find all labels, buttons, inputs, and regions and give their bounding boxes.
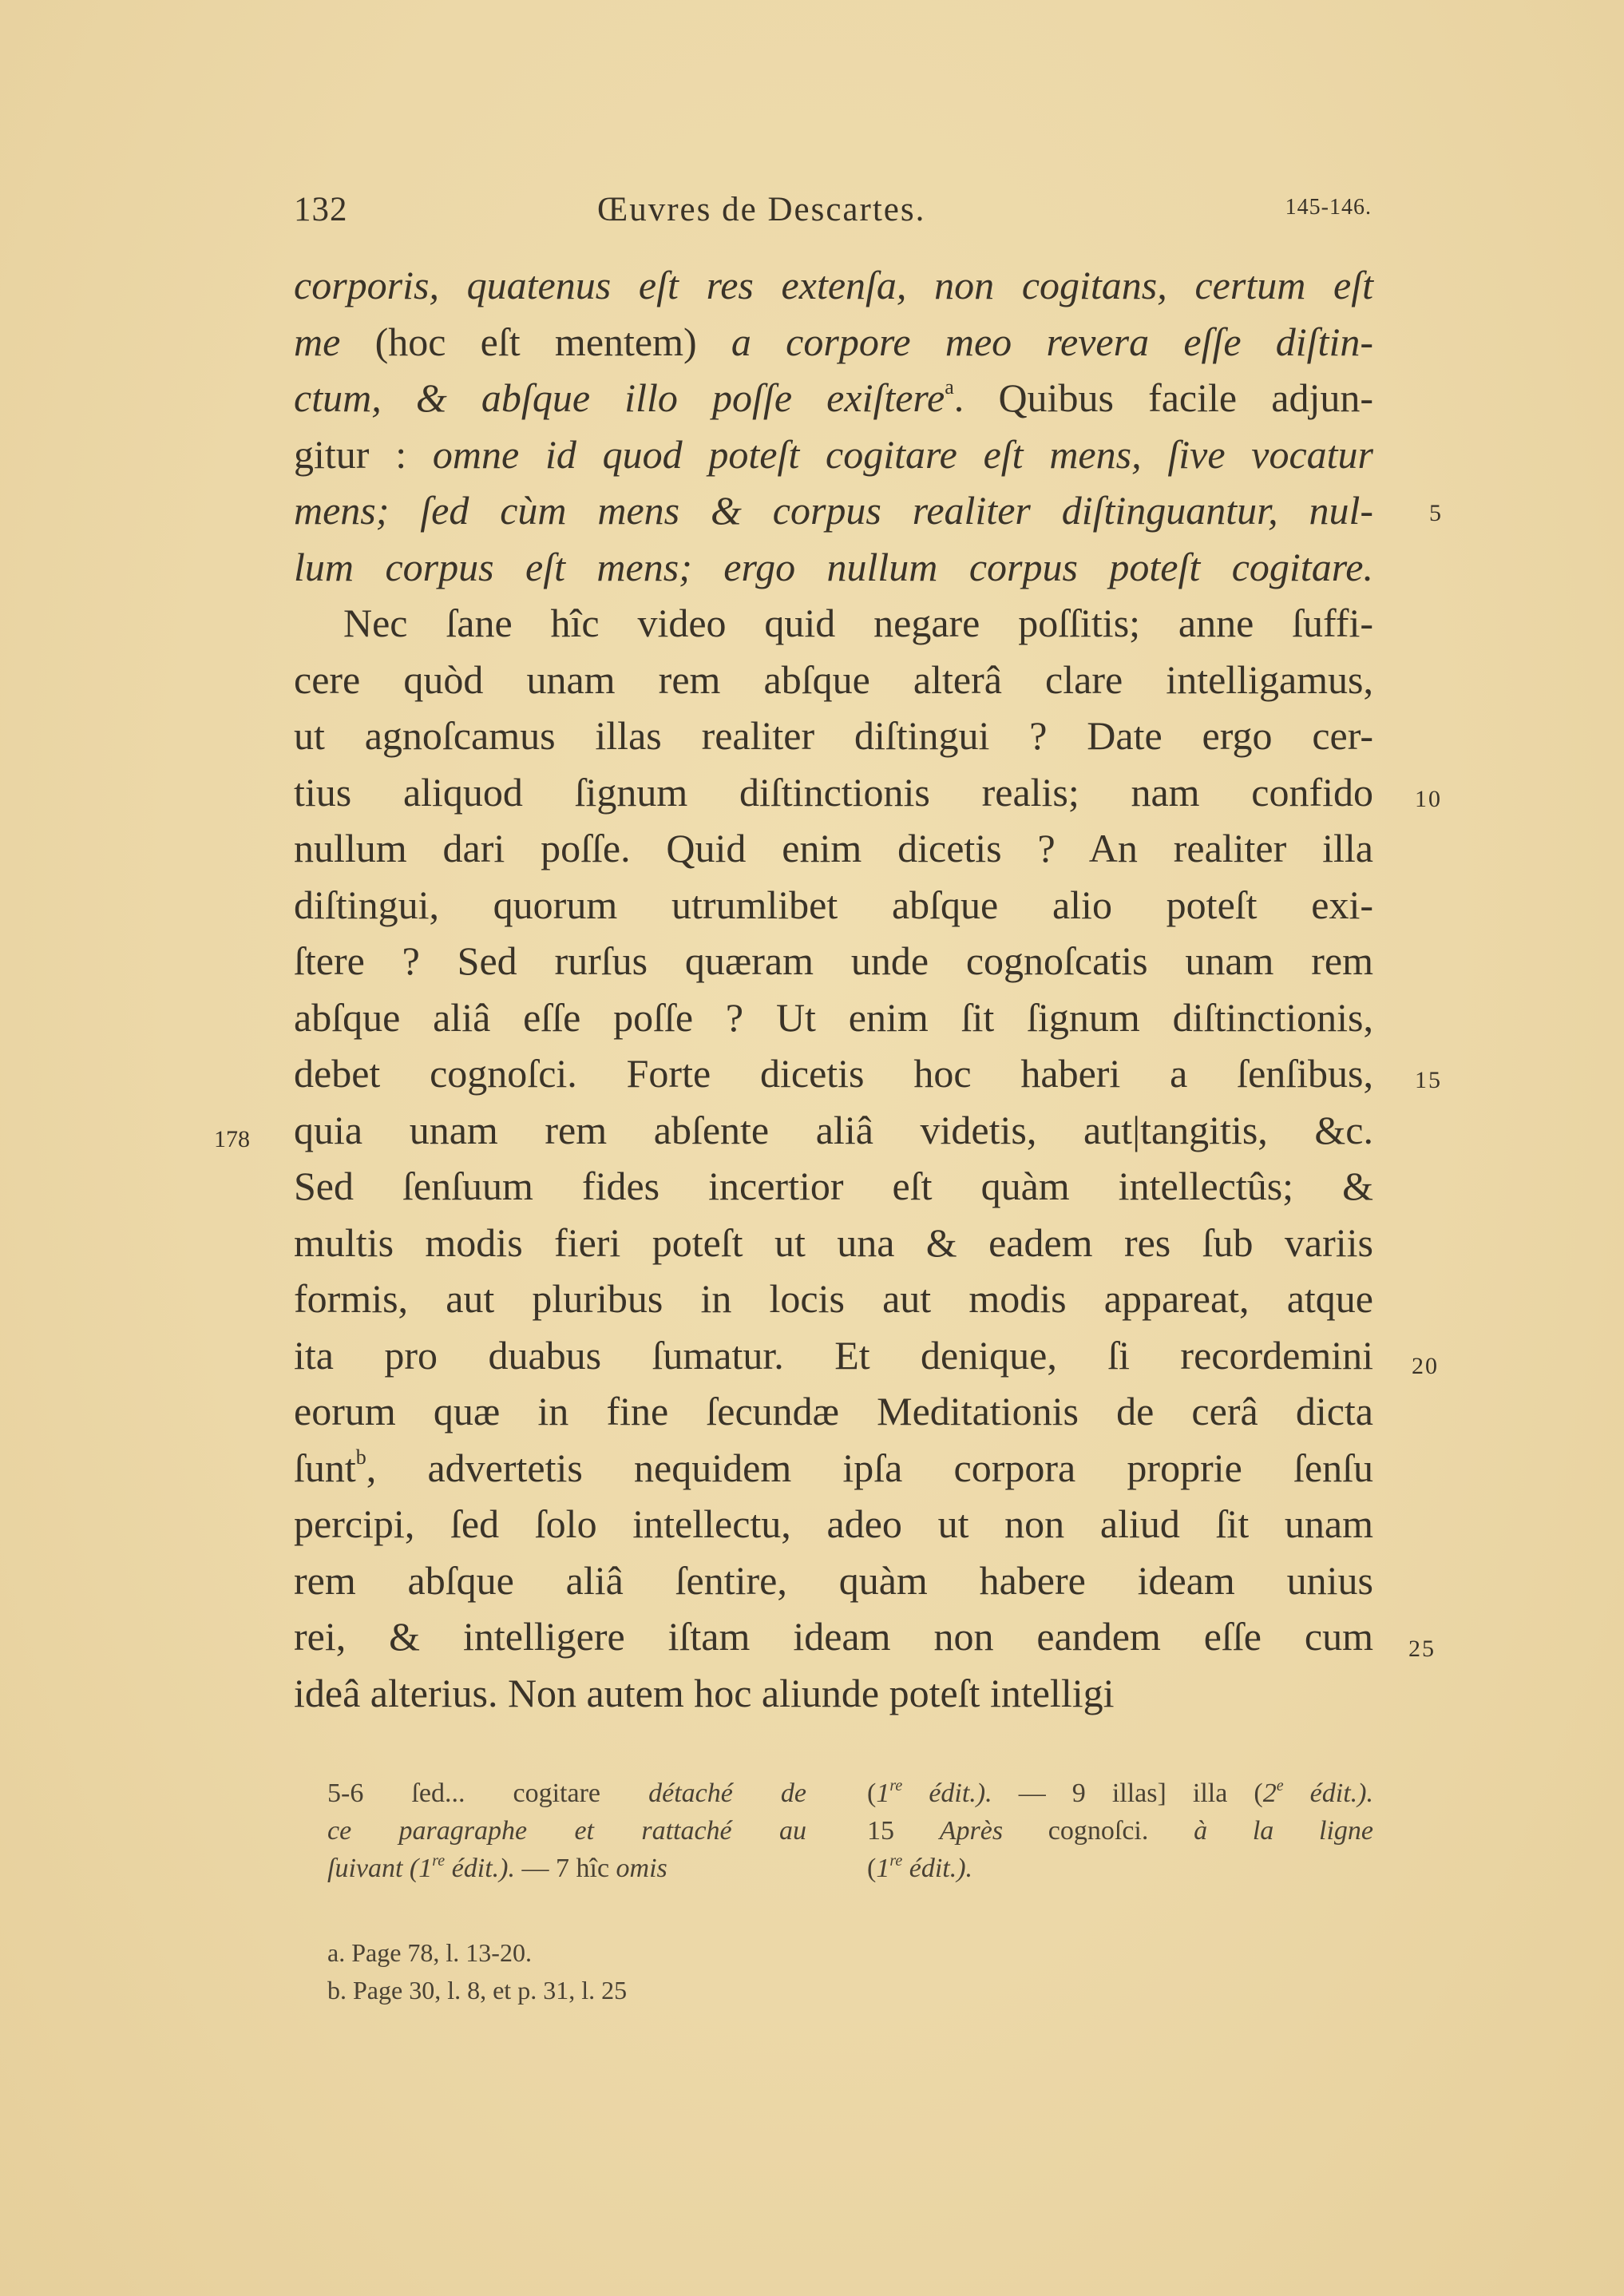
note-fragment: édit.). xyxy=(445,1854,515,1883)
line-number: 15 xyxy=(1415,1067,1442,1093)
text-line xyxy=(294,426,1373,483)
text-line: multis modis fieri poteſt ut una & eadem res ſub variis xyxy=(294,1219,1373,1265)
text-line: diſtingui, quorum utrumlibet abſque alio poteſt exi- xyxy=(294,882,1373,927)
text-line: ideâ alterius. Non autem hoc aliunde poteſt intelligi xyxy=(294,1670,1115,1715)
line-number: 25 xyxy=(1408,1636,1436,1662)
text-line: percipi, ſed ſolo intellectu, adeo ut non aliud ſit unam xyxy=(294,1501,1373,1546)
note-line xyxy=(327,1775,806,1812)
footnote-marker-a: a xyxy=(945,375,954,399)
text-line: cere quòd unam rem abſque alterâ clare intelligamus, xyxy=(294,656,1373,702)
text-line: lum corpus eſt mens; ergo nullum corpus poteſt cogitare. xyxy=(294,544,1373,589)
note-fragment: détaché de xyxy=(648,1779,807,1808)
note-line xyxy=(867,1850,1373,1887)
text-fragment: mens; ſed cùm mens & corpus realiter diſtinguantur, xyxy=(294,488,1278,533)
footnote-marker-b: b xyxy=(355,1445,366,1469)
text-fragment: me xyxy=(294,319,341,364)
variant-notes-left xyxy=(327,1775,806,1887)
text-fragment: nul- xyxy=(1309,488,1374,533)
note-fragment: édit.). xyxy=(902,1854,973,1883)
note-fragment: omis xyxy=(616,1854,667,1883)
main-text xyxy=(294,257,1373,1721)
text-fragment: a corpore meo revera eſſe diſtin- xyxy=(731,319,1373,364)
text-line: nullum dari poſſe. Quid enim dicetis ? An realiter illa xyxy=(294,826,1373,870)
running-title: Œuvres de Descartes. xyxy=(597,191,926,228)
note-superscript: re xyxy=(889,1852,903,1870)
text-line: Nec ſane hîc video quid negare poſſitis; anne ſuffi- xyxy=(343,601,1373,645)
note-fragment: 1 xyxy=(876,1779,890,1808)
note-superscript: re xyxy=(889,1777,903,1794)
note-fragment: — 9 illas] illa ( xyxy=(992,1779,1263,1808)
text-line: Sed ſenſuum fides incertior eſt quàm intellectûs; & xyxy=(294,1164,1373,1208)
text-fragment: gitur : xyxy=(294,431,407,477)
text-line: debet cognoſci. Forte dicetis hoc haberi a ſenſibus, xyxy=(294,1051,1373,1096)
note-fragment: édit.). xyxy=(1283,1779,1373,1808)
note-fragment: 5-6 ſed... cogitare xyxy=(327,1779,601,1808)
footnote-a: a. Page 78, l. 13-20. xyxy=(327,1938,532,1967)
note-superscript: e xyxy=(1276,1777,1284,1794)
note-line: ce paragraphe et rattaché au xyxy=(327,1816,806,1846)
text-fragment: omne id quod poteſt cogitare eſt mens, ſive vocatur xyxy=(432,431,1374,477)
note-line xyxy=(327,1850,806,1887)
note-line xyxy=(867,1775,1373,1812)
text-line xyxy=(294,314,1373,371)
footnotes xyxy=(327,1934,627,2009)
note-line xyxy=(867,1812,1373,1850)
text-line: eorum quæ in fine ſecundæ Meditationis de cerâ dicta xyxy=(294,1389,1373,1434)
note-fragment: ſuivant ( xyxy=(327,1854,419,1883)
text-line: quia unam rem abſente aliâ videtis, aut|tangitis, &c. xyxy=(294,1107,1373,1152)
note-fragment: Après xyxy=(939,1816,1004,1846)
note-superscript: re xyxy=(432,1852,446,1870)
running-head xyxy=(294,190,1372,238)
note-fragment: cognoſci. xyxy=(1003,1816,1194,1846)
text-fragment: ſunt xyxy=(294,1445,356,1490)
text-line: tius aliquod ſignum diſtinctionis realis; nam confido xyxy=(294,769,1373,815)
text-fragment: (hoc eſt mentem) xyxy=(374,319,697,364)
text-line: ita pro duabus ſumatur. Et denique, ſi recordemini xyxy=(294,1332,1373,1378)
text-line xyxy=(294,370,1373,426)
note-fragment: ( xyxy=(867,1854,877,1883)
page-number: 132 xyxy=(294,191,348,228)
text-fragment: . Quibus facile adjun- xyxy=(953,375,1373,420)
text-line: ut agnoſcamus illas realiter diſtingui ? Date ergo cer- xyxy=(294,713,1373,758)
text-fragment: , advertetis nequidem ipſa corpora proprie ſenſu xyxy=(366,1445,1373,1490)
line-number: 5 xyxy=(1429,500,1443,526)
text-line: ſtere ? Sed rurſus quæram unde cognoſcatis unam rem xyxy=(294,938,1373,983)
note-fragment: ( xyxy=(867,1779,877,1808)
note-fragment: — 7 hîc xyxy=(515,1854,610,1883)
line-number: 10 xyxy=(1415,786,1442,812)
text-fragment: ctum, & abſque illo poſſe exiſtere xyxy=(294,375,945,420)
text-line: corporis, quatenus eſt res extenſa, non cogitans, certum eſt xyxy=(294,263,1373,307)
text-line: formis, aut pluribus in locis aut modis appareat, atque xyxy=(294,1276,1373,1321)
footnote-b: b. Page 30, l. 8, et p. 31, l. 25 xyxy=(327,1976,628,2005)
page-reference: 145-146. xyxy=(1285,195,1372,220)
margin-reference: 178 xyxy=(214,1126,250,1152)
note-fragment: 1 xyxy=(876,1854,890,1883)
note-fragment: 2 xyxy=(1262,1779,1277,1808)
note-fragment: 1 xyxy=(418,1854,433,1883)
variant-notes-right xyxy=(867,1775,1373,1887)
line-number: 20 xyxy=(1412,1353,1439,1379)
text-line: rei, & intelligere iſtam ideam non eandem eſſe cum xyxy=(294,1614,1373,1659)
note-fragment: édit.). xyxy=(902,1779,992,1808)
text-line: abſque aliâ eſſe poſſe ? Ut enim ſit ſignum diſtinctionis, xyxy=(294,994,1373,1040)
text-line: rem abſque aliâ ſentire, quàm habere ideam unius xyxy=(294,1557,1373,1603)
note-fragment: 15 xyxy=(867,1816,894,1846)
text-line xyxy=(294,482,1373,539)
note-fragment: à la ligne xyxy=(1194,1816,1374,1846)
text-line xyxy=(294,1440,1373,1497)
